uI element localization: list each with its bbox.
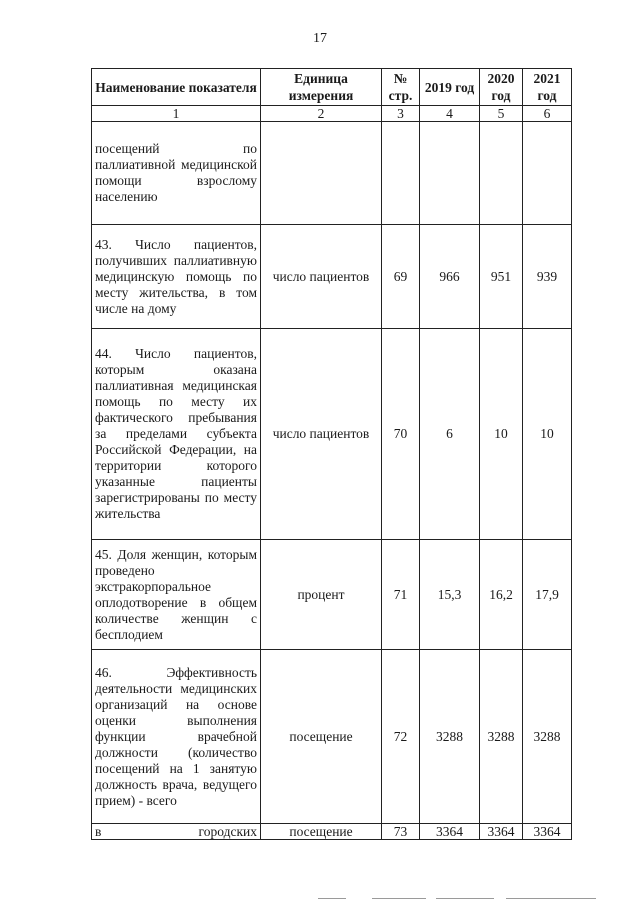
line-number-cell: 71 (382, 540, 420, 650)
value-2020 (480, 122, 523, 225)
value-2020: 10 (480, 329, 523, 540)
table-row (92, 225, 572, 329)
value-2019: 3288 (420, 650, 480, 824)
column-number: 4 (420, 106, 480, 122)
indicator-name: 46. Эффективность деятельности медицинских организаций на основе оценки выполнения функции врачебной должности (количество посещений на 1 занятую должность врача, ведущего прием) - всего (92, 650, 261, 824)
unit-cell: число пациентов (261, 329, 382, 540)
table-row (92, 540, 572, 650)
indicator-name: 45. Доля женщин, которым проведено экстракорпоральное оплодотворение в общем количестве женщин с бесплодием (92, 540, 261, 650)
header-unit: Единица измерения (261, 69, 382, 106)
value-2021: 3288 (523, 650, 572, 824)
value-2021: 3364 (523, 824, 572, 840)
value-2019: 3364 (420, 824, 480, 840)
indicator-name: в городских (92, 824, 261, 840)
table-row (92, 650, 572, 824)
column-number-row (92, 106, 572, 122)
table-header-row (92, 69, 572, 106)
indicator-name: посещений по паллиативной медицинской помощи взрослому населению (92, 122, 261, 225)
scan-edge-mark (506, 898, 596, 899)
value-2019: 6 (420, 329, 480, 540)
line-number-cell (382, 122, 420, 225)
line-number-cell: 70 (382, 329, 420, 540)
line-number-cell: 72 (382, 650, 420, 824)
header-indicator-name: Наименование показателя (92, 69, 261, 106)
value-2020: 3288 (480, 650, 523, 824)
scan-edge-mark (372, 898, 426, 899)
value-2021: 939 (523, 225, 572, 329)
indicator-name: 44. Число пациентов, которым оказана паллиативная медицинская помощь по месту их фактического пребывания за пределами субъекта Российской Федерации, на территории которого указанные пациенты зарегистрированы по месту жительства (92, 329, 261, 540)
column-number: 1 (92, 106, 261, 122)
unit-cell: число пациентов (261, 225, 382, 329)
page-number: 17 (313, 31, 327, 46)
value-2021 (523, 122, 572, 225)
value-2020: 16,2 (480, 540, 523, 650)
value-2019: 15,3 (420, 540, 480, 650)
header-year-2021: 2021 год (523, 69, 572, 106)
table-row (92, 329, 572, 540)
scan-edge-mark (436, 898, 494, 899)
header-year-2019: 2019 год (420, 69, 480, 106)
value-2020: 3364 (480, 824, 523, 840)
table-row (92, 122, 572, 225)
indicators-table (91, 68, 572, 840)
column-number: 3 (382, 106, 420, 122)
indicator-name: 43. Число пациентов, получивших паллиативную медицинскую помощь по месту жительства, в том числе на дому (92, 225, 261, 329)
unit-cell: процент (261, 540, 382, 650)
column-number: 5 (480, 106, 523, 122)
scan-edge-mark (318, 898, 346, 899)
line-number-cell: 69 (382, 225, 420, 329)
header-year-2020: 2020 год (480, 69, 523, 106)
table-row (92, 824, 572, 840)
unit-cell: посещение (261, 650, 382, 824)
column-number: 2 (261, 106, 382, 122)
line-number-cell: 73 (382, 824, 420, 840)
value-2020: 951 (480, 225, 523, 329)
unit-cell: посещение (261, 824, 382, 840)
header-line-number: № стр. (382, 69, 420, 106)
value-2021: 17,9 (523, 540, 572, 650)
value-2019 (420, 122, 480, 225)
value-2021: 10 (523, 329, 572, 540)
unit-cell (261, 122, 382, 225)
column-number: 6 (523, 106, 572, 122)
value-2019: 966 (420, 225, 480, 329)
